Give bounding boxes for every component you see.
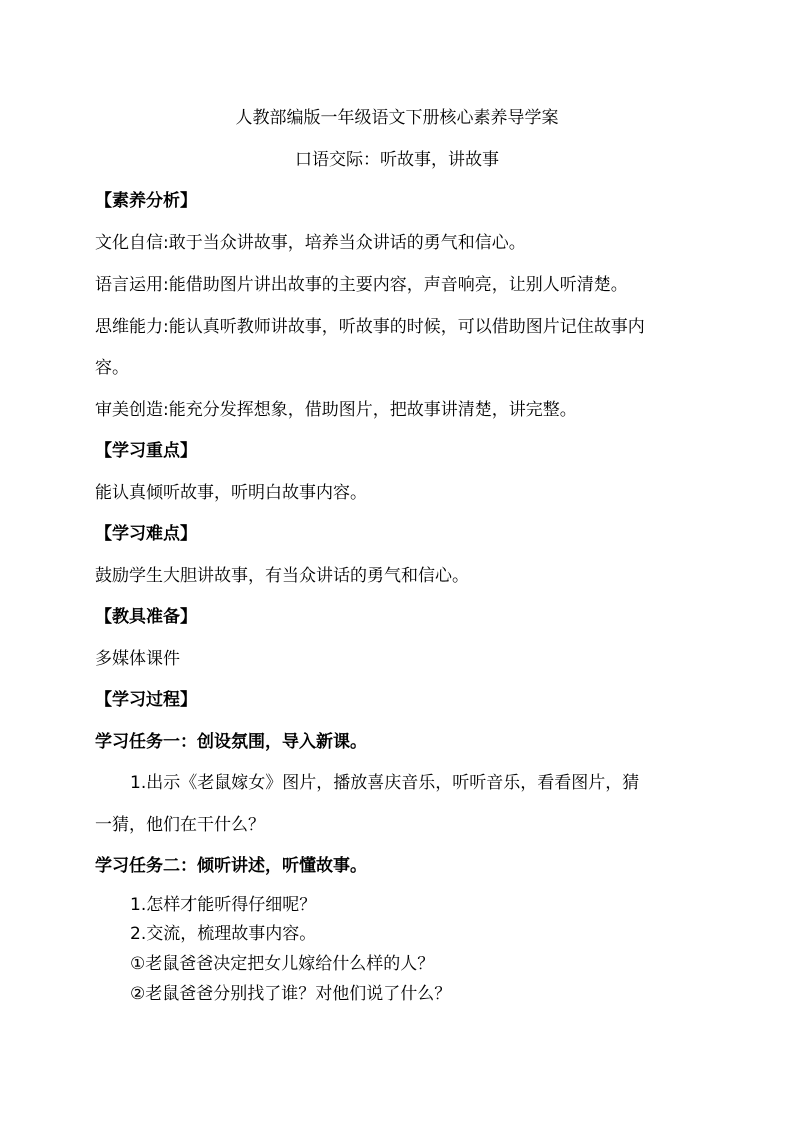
difficulty-heading: 【学习难点】 <box>95 524 197 544</box>
difficulty-text: 鼓励学生大胆讲故事，有当众讲话的勇气和信心。 <box>95 566 469 586</box>
task2-line: 1.怎样才能听得仔细呢？ <box>130 895 317 915</box>
literacy-item-continued: 容。 <box>95 358 129 378</box>
literacy-item: 文化自信:敢于当众讲故事，培养当众讲话的勇气和信心。 <box>95 233 526 253</box>
task2-question: ①老鼠爸爸决定把女儿嫁给什么样的人？ <box>130 954 435 974</box>
materials-text: 多媒体课件 <box>95 649 180 669</box>
literacy-item: 思维能力:能认真听教师讲故事，听故事的时候，可以借助图片记住故事内 <box>95 317 645 337</box>
literacy-heading: 【素养分析】 <box>95 191 197 211</box>
process-heading: 【学习过程】 <box>95 690 197 710</box>
lesson-title: 口语交际：听故事，讲故事 <box>295 150 499 170</box>
literacy-item: 语言运用:能借助图片讲出故事的主要内容，声音响亮，让别人听清楚。 <box>95 275 628 295</box>
task1-heading: 学习任务一：创设氛围，导入新课。 <box>95 732 367 752</box>
focus-heading: 【学习重点】 <box>95 441 197 461</box>
materials-heading: 【教具准备】 <box>95 607 197 627</box>
task1-line-continued: 一猜，他们在干什么？ <box>95 815 265 835</box>
task1-line: 1.出示《老鼠嫁女》图片，播放喜庆音乐，听听音乐，看看图片，猜 <box>130 773 640 793</box>
focus-text: 能认真倾听故事，听明白故事内容。 <box>95 483 367 503</box>
task2-question: ②老鼠爸爸分别找了谁？对他们说了什么？ <box>130 984 452 1004</box>
document-title: 人教部编版一年级语文下册核心素养导学案 <box>235 108 559 128</box>
literacy-item: 审美创造:能充分发挥想象，借助图片，把故事讲清楚，讲完整。 <box>95 400 577 420</box>
task2-line: 2.交流，梳理故事内容。 <box>130 924 317 944</box>
task2-heading: 学习任务二：倾听讲述，听懂故事。 <box>95 856 367 876</box>
